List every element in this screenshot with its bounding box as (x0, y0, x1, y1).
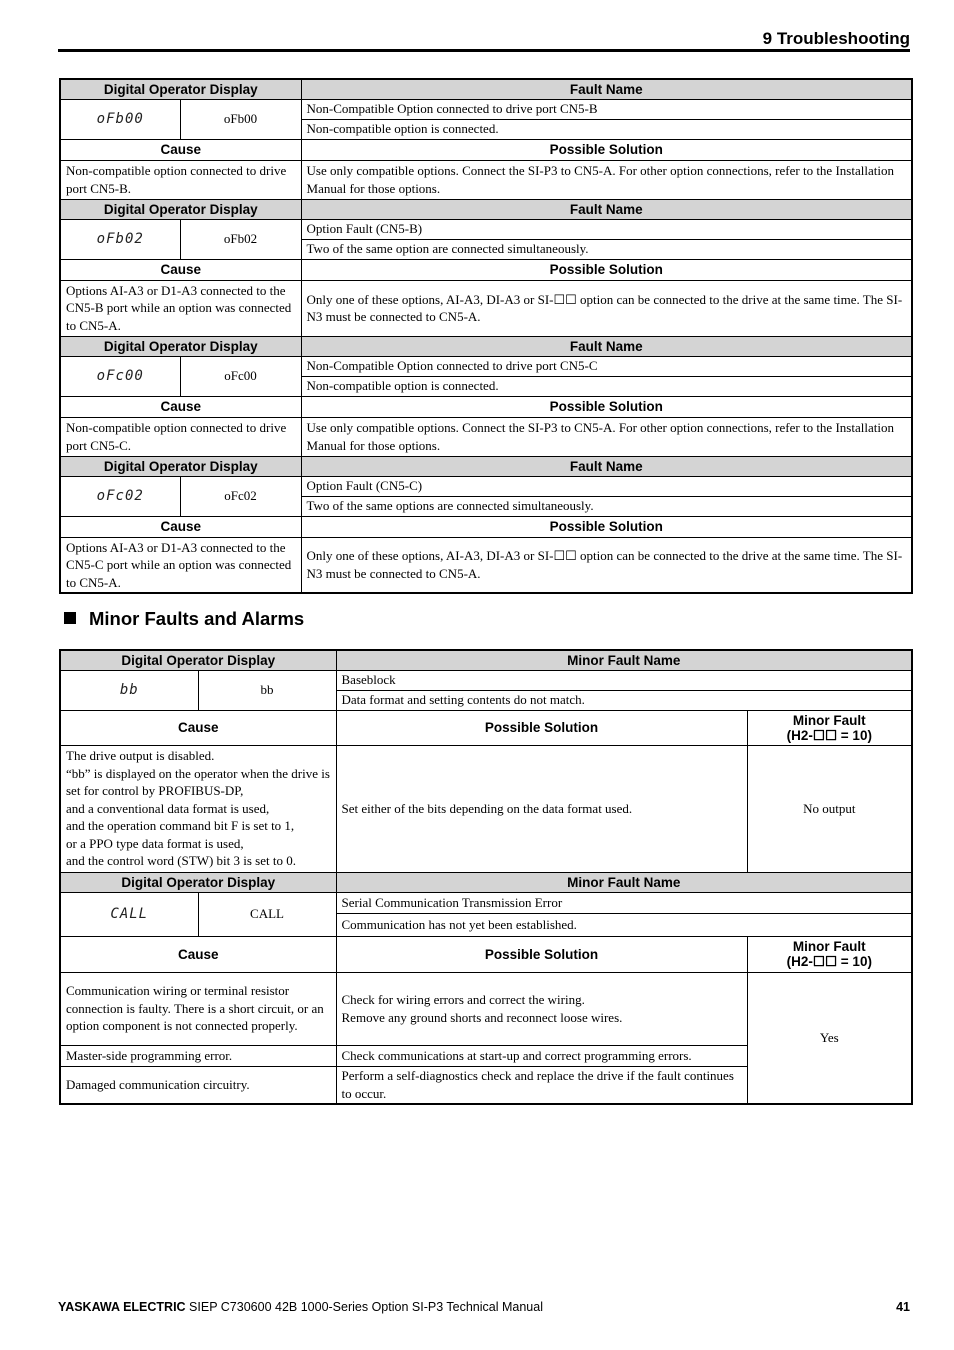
fault-code: CALL (198, 892, 336, 936)
fault-cause: Options AI-A3 or D1-A3 connected to the CN5-B port while an option was connected to CN5-A. (60, 280, 301, 336)
fault-code: oFb00 (180, 99, 301, 139)
header-fault-name: Fault Name (301, 79, 912, 99)
fault-description: Communication has not yet been established. (336, 913, 912, 936)
fault-solution: Only one of these options, AI-A3, DI-A3 or SI-☐☐ option can be connected to the drive at the same time. The SI-N3 must be connected to CN5-A. (301, 537, 912, 593)
header-display: Digital Operator Display (60, 199, 301, 219)
header-display: Digital Operator Display (60, 872, 336, 892)
fault-name: Option Fault (CN5-B) (301, 219, 912, 239)
header-solution: Possible Solution (301, 259, 912, 280)
section-heading: Minor Faults and Alarms (64, 608, 304, 630)
header-cause: Cause (60, 259, 301, 280)
fault-name: Serial Communication Transmission Error (336, 892, 912, 913)
fault-solution: Set either of the bits depending on the data format used. (336, 745, 747, 872)
fault-description: Two of the same option are connected simultaneously. (301, 239, 912, 259)
header-solution: Possible Solution (301, 396, 912, 417)
fault-name: Non-Compatible Option connected to drive port CN5-B (301, 99, 912, 119)
operator-display: oFc00 (60, 356, 180, 396)
fault-cause: Non-compatible option connected to drive port CN5-B. (60, 160, 301, 199)
operator-display: CALL (60, 892, 198, 936)
header-solution: Possible Solution (301, 516, 912, 537)
fault-solution: Perform a self-diagnostics check and replace the drive if the fault continues to occur. (336, 1066, 747, 1104)
fault-cause: Non-compatible option connected to drive port CN5-C. (60, 417, 301, 456)
chapter-title: 9 Troubleshooting (762, 29, 910, 48)
fault-code: oFc00 (180, 356, 301, 396)
header-minor-fault-name: Minor Fault Name (336, 872, 912, 892)
page-footer (58, 1300, 910, 1314)
fault-code: oFc02 (180, 476, 301, 516)
header-fault-name: Fault Name (301, 336, 912, 356)
fault-cause: Communication wiring or terminal resistor connection is faulty. There is a short circuit, or an option component is not connected properly. (60, 972, 336, 1045)
header-minor-fault: Minor Fault (H2-☐☐ = 10) (747, 710, 912, 745)
footer-document: SIEP C730600 42B 1000-Series Option SI-P3 Technical Manual (185, 1300, 543, 1314)
header-minor-fault-name: Minor Fault Name (336, 650, 912, 670)
fault-description: Non-compatible option is connected. (301, 376, 912, 396)
fault-description: Data format and setting contents do not match. (336, 690, 912, 710)
header-display: Digital Operator Display (60, 79, 301, 99)
fault-cause: Master-side programming error. (60, 1045, 336, 1066)
header-cause: Cause (60, 710, 336, 745)
operator-display: oFc02 (60, 476, 180, 516)
header-cause: Cause (60, 936, 336, 972)
operator-display: bb (60, 670, 198, 710)
fault-solution: Use only compatible options. Connect the SI-P3 to CN5-A. For other option connections, refer to the Installation Manual for those options. (301, 160, 912, 199)
fault-solution: Use only compatible options. Connect the SI-P3 to CN5-A. For other option connections, refer to the Installation Manual for those options. (301, 417, 912, 456)
operator-display: oFb00 (60, 99, 180, 139)
fault-cause: Options AI-A3 or D1-A3 connected to the CN5-C port while an option was connected to CN5-A. (60, 537, 301, 593)
square-bullet-icon (64, 612, 76, 624)
footer-brand: YASKAWA ELECTRIC (58, 1300, 186, 1314)
fault-name: Option Fault (CN5-C) (301, 476, 912, 496)
header-cause: Cause (60, 396, 301, 417)
header-minor-fault: Minor Fault (H2-☐☐ = 10) (747, 936, 912, 972)
header-display: Digital Operator Display (60, 456, 301, 476)
header-solution: Possible Solution (301, 139, 912, 160)
header-fault-name: Fault Name (301, 199, 912, 219)
fault-solution: Check for wiring errors and correct the wiring. Remove any ground shorts and reconnect loose wires. (336, 972, 747, 1045)
operator-display: oFb02 (60, 219, 180, 259)
header-cause: Cause (60, 139, 301, 160)
fault-cause: The drive output is disabled. “bb” is displayed on the operator when the drive is set for control by PROFIBUS-DP, and a conventional data format is used, and the operation command bit F is set to 1, or a PPO type data format is used, and the control word (STW) bit 3 is set to 0. (60, 745, 336, 872)
header-fault-name: Fault Name (301, 456, 912, 476)
header-display: Digital Operator Display (60, 650, 336, 670)
page-header (58, 28, 910, 52)
fault-description: Non-compatible option is connected. (301, 119, 912, 139)
fault-name: Baseblock (336, 670, 912, 690)
minor-fault-output: No output (747, 745, 912, 872)
header-cause: Cause (60, 516, 301, 537)
page-number: 41 (896, 1300, 910, 1314)
fault-solution: Only one of these options, AI-A3, DI-A3 or SI-☐☐ option can be connected to the drive at the same time. The SI-N3 must be connected to CN5-A. (301, 280, 912, 336)
minor-fault-table (59, 649, 913, 1105)
fault-solution: Check communications at start-up and correct programming errors. (336, 1045, 747, 1066)
fault-code: bb (198, 670, 336, 710)
header-solution: Possible Solution (336, 936, 747, 972)
header-solution: Possible Solution (336, 710, 747, 745)
header-display: Digital Operator Display (60, 336, 301, 356)
fault-code: oFb02 (180, 219, 301, 259)
fault-table (59, 78, 913, 594)
fault-name: Non-Compatible Option connected to drive port CN5-C (301, 356, 912, 376)
fault-description: Two of the same options are connected simultaneously. (301, 496, 912, 516)
fault-cause: Damaged communication circuitry. (60, 1066, 336, 1104)
minor-fault-output: Yes (747, 972, 912, 1104)
